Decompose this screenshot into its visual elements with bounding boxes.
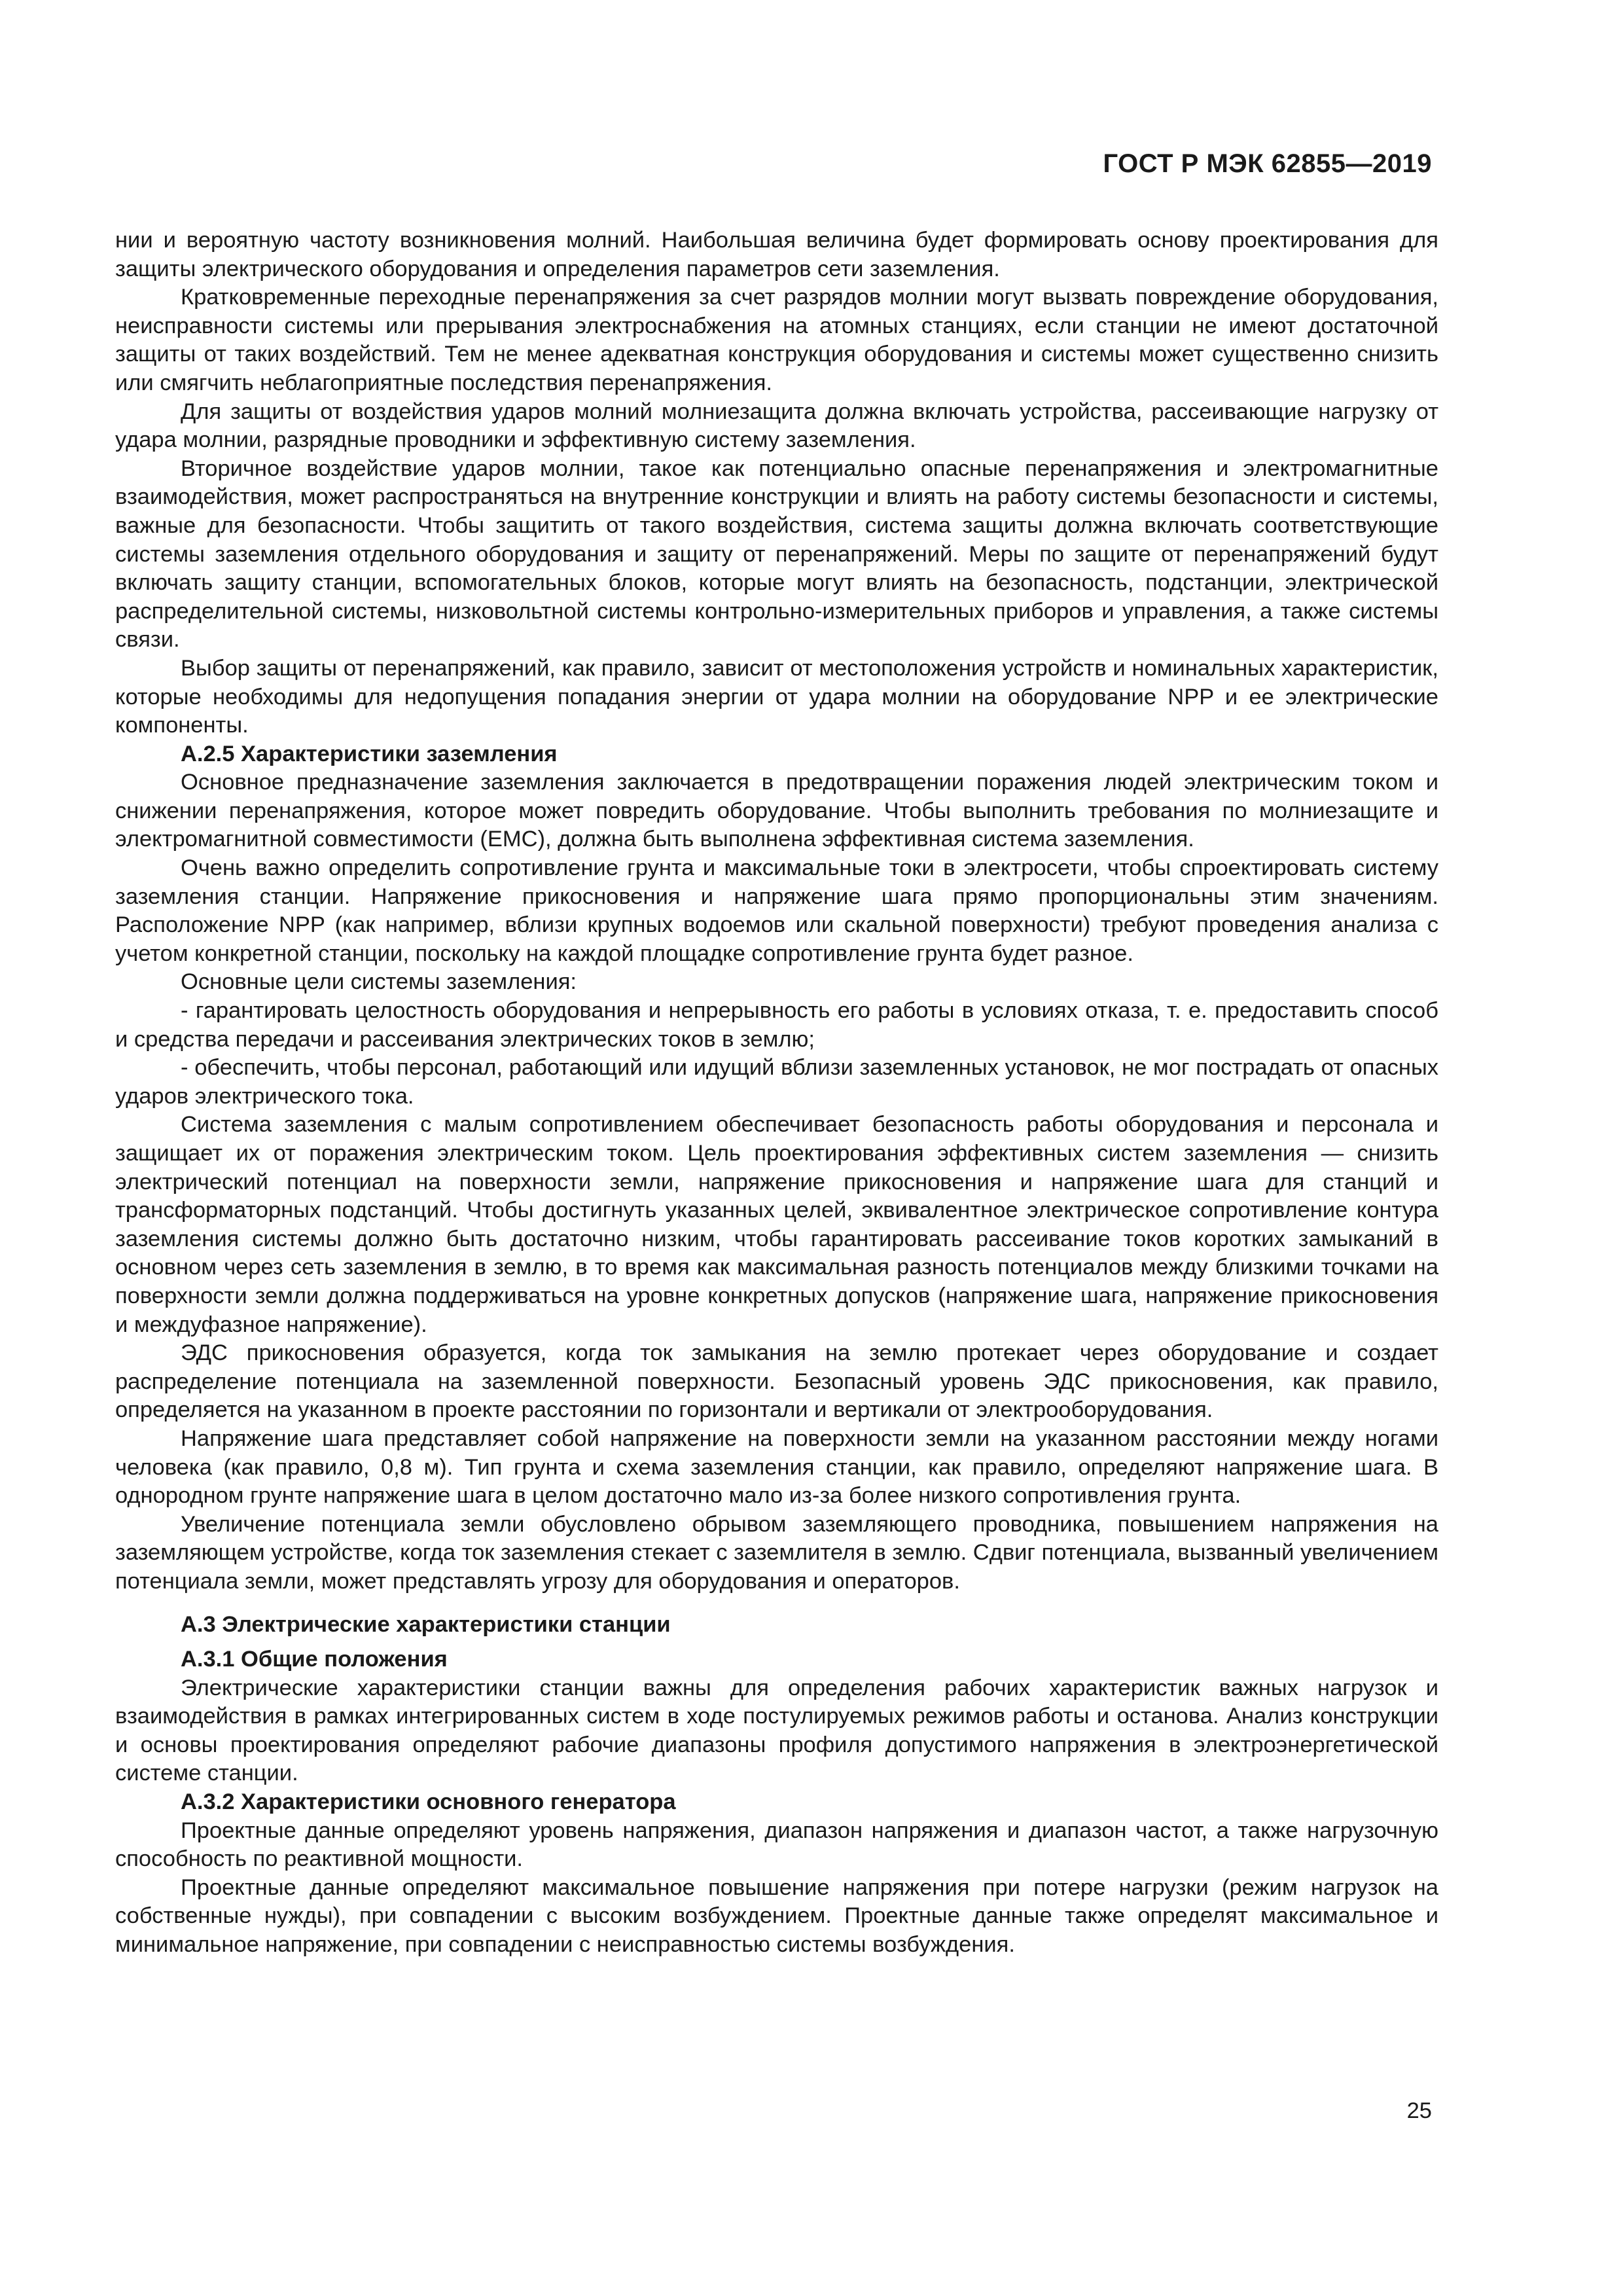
paragraph: Увеличение потенциала земли обусловлено обрывом заземляющего проводника, повышением напряжения на заземляющем устройстве, когда ток заземления стекает с заземлителя в землю. Сдвиг потенциала, вызванный увеличением потенциала земли, может представлять угрозу для оборудования и операторов.: [115, 1511, 1438, 1594]
section-heading-a3-1: А.3.1 Общие положения: [181, 1647, 448, 1672]
section-heading-a3: А.3 Электрические характеристики станции: [181, 1611, 671, 1637]
paragraph: Основные цели системы заземления:: [181, 969, 577, 995]
section-heading-a2-5: А.2.5 Характеристики заземления: [181, 741, 558, 766]
paragraph: Вторичное воздействие ударов молнии, такое как потенциально опасные перенапряжения и электромагнитные взаимодействия, может распространяться на внутренние конструкции и влиять на работу системы безопасности и системы, важные для безопасности. Чтобы защитить от такого воздействия, система защиты должна включать соответствующие системы заземления отдельного оборудования и защиту от перенапряжений. Меры по защите от перенапряжений будут включать защиту станции, вспомогательных блоков, которые могут влиять на безопасность, подстанции, электрической распределительной системы, низковольтной системы контрольно-измерительных приборов и управления, а также системы связи.: [115, 456, 1438, 653]
paragraph: Кратковременные переходные перенапряжения за счет разрядов молнии могут вызвать повреждение оборудования, неисправности системы или прерывания электроснабжения на атомных станциях, если станции не имеют достаточной защиты от таких воздействий. Тем не менее адекватная конструкция оборудования и системы может существенно снизить или смягчить неблагоприятные последствия перенапряжения.: [115, 285, 1438, 395]
paragraph: Электрические характеристики станции важны для определения рабочих характеристик важных нагрузок и взаимодействия в рамках интегрированных систем в ходе постулируемых режимов работы и останова. Анализ конструкции и основы проектирования определяют рабочие диапазоны профиля допустимого напряжения в электроэнергетической системе станции.: [115, 1675, 1438, 1786]
section-heading-a3-2: А.3.2 Характеристики основного генератора: [181, 1789, 676, 1815]
paragraph: нии и вероятную частоту возникновения молний. Наибольшая величина будет формировать основу проектирования для защиты электрического оборудования и определения параметров сети заземления.: [115, 228, 1438, 281]
list-item: - обеспечить, чтобы персонал, работающий или идущий вблизи заземленных установок, не мог пострадать от опасных ударов электрического тока.: [115, 1055, 1438, 1109]
paragraph: Проектные данные определяют уровень напряжения, диапазон напряжения и диапазон частот, а также нагрузочную способность по реактивной мощности.: [115, 1818, 1438, 1872]
paragraph: Напряжение шага представляет собой напряжение на поверхности земли на указанном расстоянии между ногами человека (как правило, 0,8 м). Тип грунта и схема заземления станции, как правило, определяют напряжение шага. В однородном грунте напряжение шага в целом достаточно мало из-за более низкого сопротивления грунта.: [115, 1426, 1438, 1509]
list-item: - гарантировать целостность оборудования и непрерывность его работы в условиях отказа, т. е. предоставить способ и средства передачи и рассеивания электрических токов в землю;: [115, 998, 1438, 1052]
paragraph: Проектные данные определяют максимальное повышение напряжения при потере нагрузки (режим нагрузок на собственные нужды), при совпадении с высоким возбуждением. Проектные данные также определят максимальное и минимальное напряжение, при совпадении с неисправностью системы возбуждения.: [115, 1874, 1438, 1958]
paragraph: Очень важно определить сопротивление грунта и максимальные токи в электросети, чтобы спроектировать систему заземления станции. Напряжение прикосновения и напряжение шага прямо пропорциональны этим значениям. Расположение NPP (как например, вблизи крупных водоемов или скальной поверхности) требуют проведения анализа с учетом конкретной станции, поскольку на каждой площадке сопротивление грунта будет разное.: [115, 855, 1438, 966]
paragraph: Система заземления с малым сопротивлением обеспечивает безопасность работы оборудования и персонала и защищает их от поражения электрическим током. Цель проектирования эффективных систем заземления — снизить электрический потенциал на поверхности земли, напряжение прикосновения и напряжение шага для станций и трансформаторных подстанций. Чтобы достигнуть указанных целей, эквивалентное электрическое сопротивление контура заземления системы должно быть достаточно низким, чтобы гарантировать рассеивание токов коротких замыканий в основном через сеть заземления в землю, в то время как максимальная разность потенциалов между близкими точками на поверхности земли должна поддерживаться на уровне конкретных допусков (напряжение шага, напряжение прикосновения и междуфазное напряжение).: [115, 1112, 1438, 1337]
page-number: 25: [1406, 2098, 1432, 2123]
standard-header: ГОСТ Р МЭК 62855—2019: [1103, 149, 1432, 178]
document-body: [115, 226, 1438, 1960]
paragraph: Выбор защиты от перенапряжений, как правило, зависит от местоположения устройств и номинальных характеристик, которые необходимы для недопущения попадания энергии от удара молнии на оборудование NPP и ее электрические компоненты.: [115, 655, 1438, 738]
paragraph: ЭДС прикосновения образуется, когда ток замыкания на землю протекает через оборудование и создает распределение потенциала на заземленной поверхности. Безопасный уровень ЭДС прикосновения, как правило, определяется на указанном в проекте расстоянии по горизонтали и вертикали от электрооборудования.: [115, 1340, 1438, 1423]
paragraph: Для защиты от воздействия ударов молний молниезащита должна включать устройства, рассеивающие нагрузку от удара молнии, разрядные проводники и эффективную систему заземления.: [115, 399, 1438, 453]
paragraph: Основное предназначение заземления заключается в предотвращении поражения людей электрическим током и снижении перенапряжения, которое может повредить оборудование. Чтобы выполнить требования по молниезащите и электромагнитной совместимости (EMC), должна быть выполнена эффективная система заземления.: [115, 770, 1438, 852]
